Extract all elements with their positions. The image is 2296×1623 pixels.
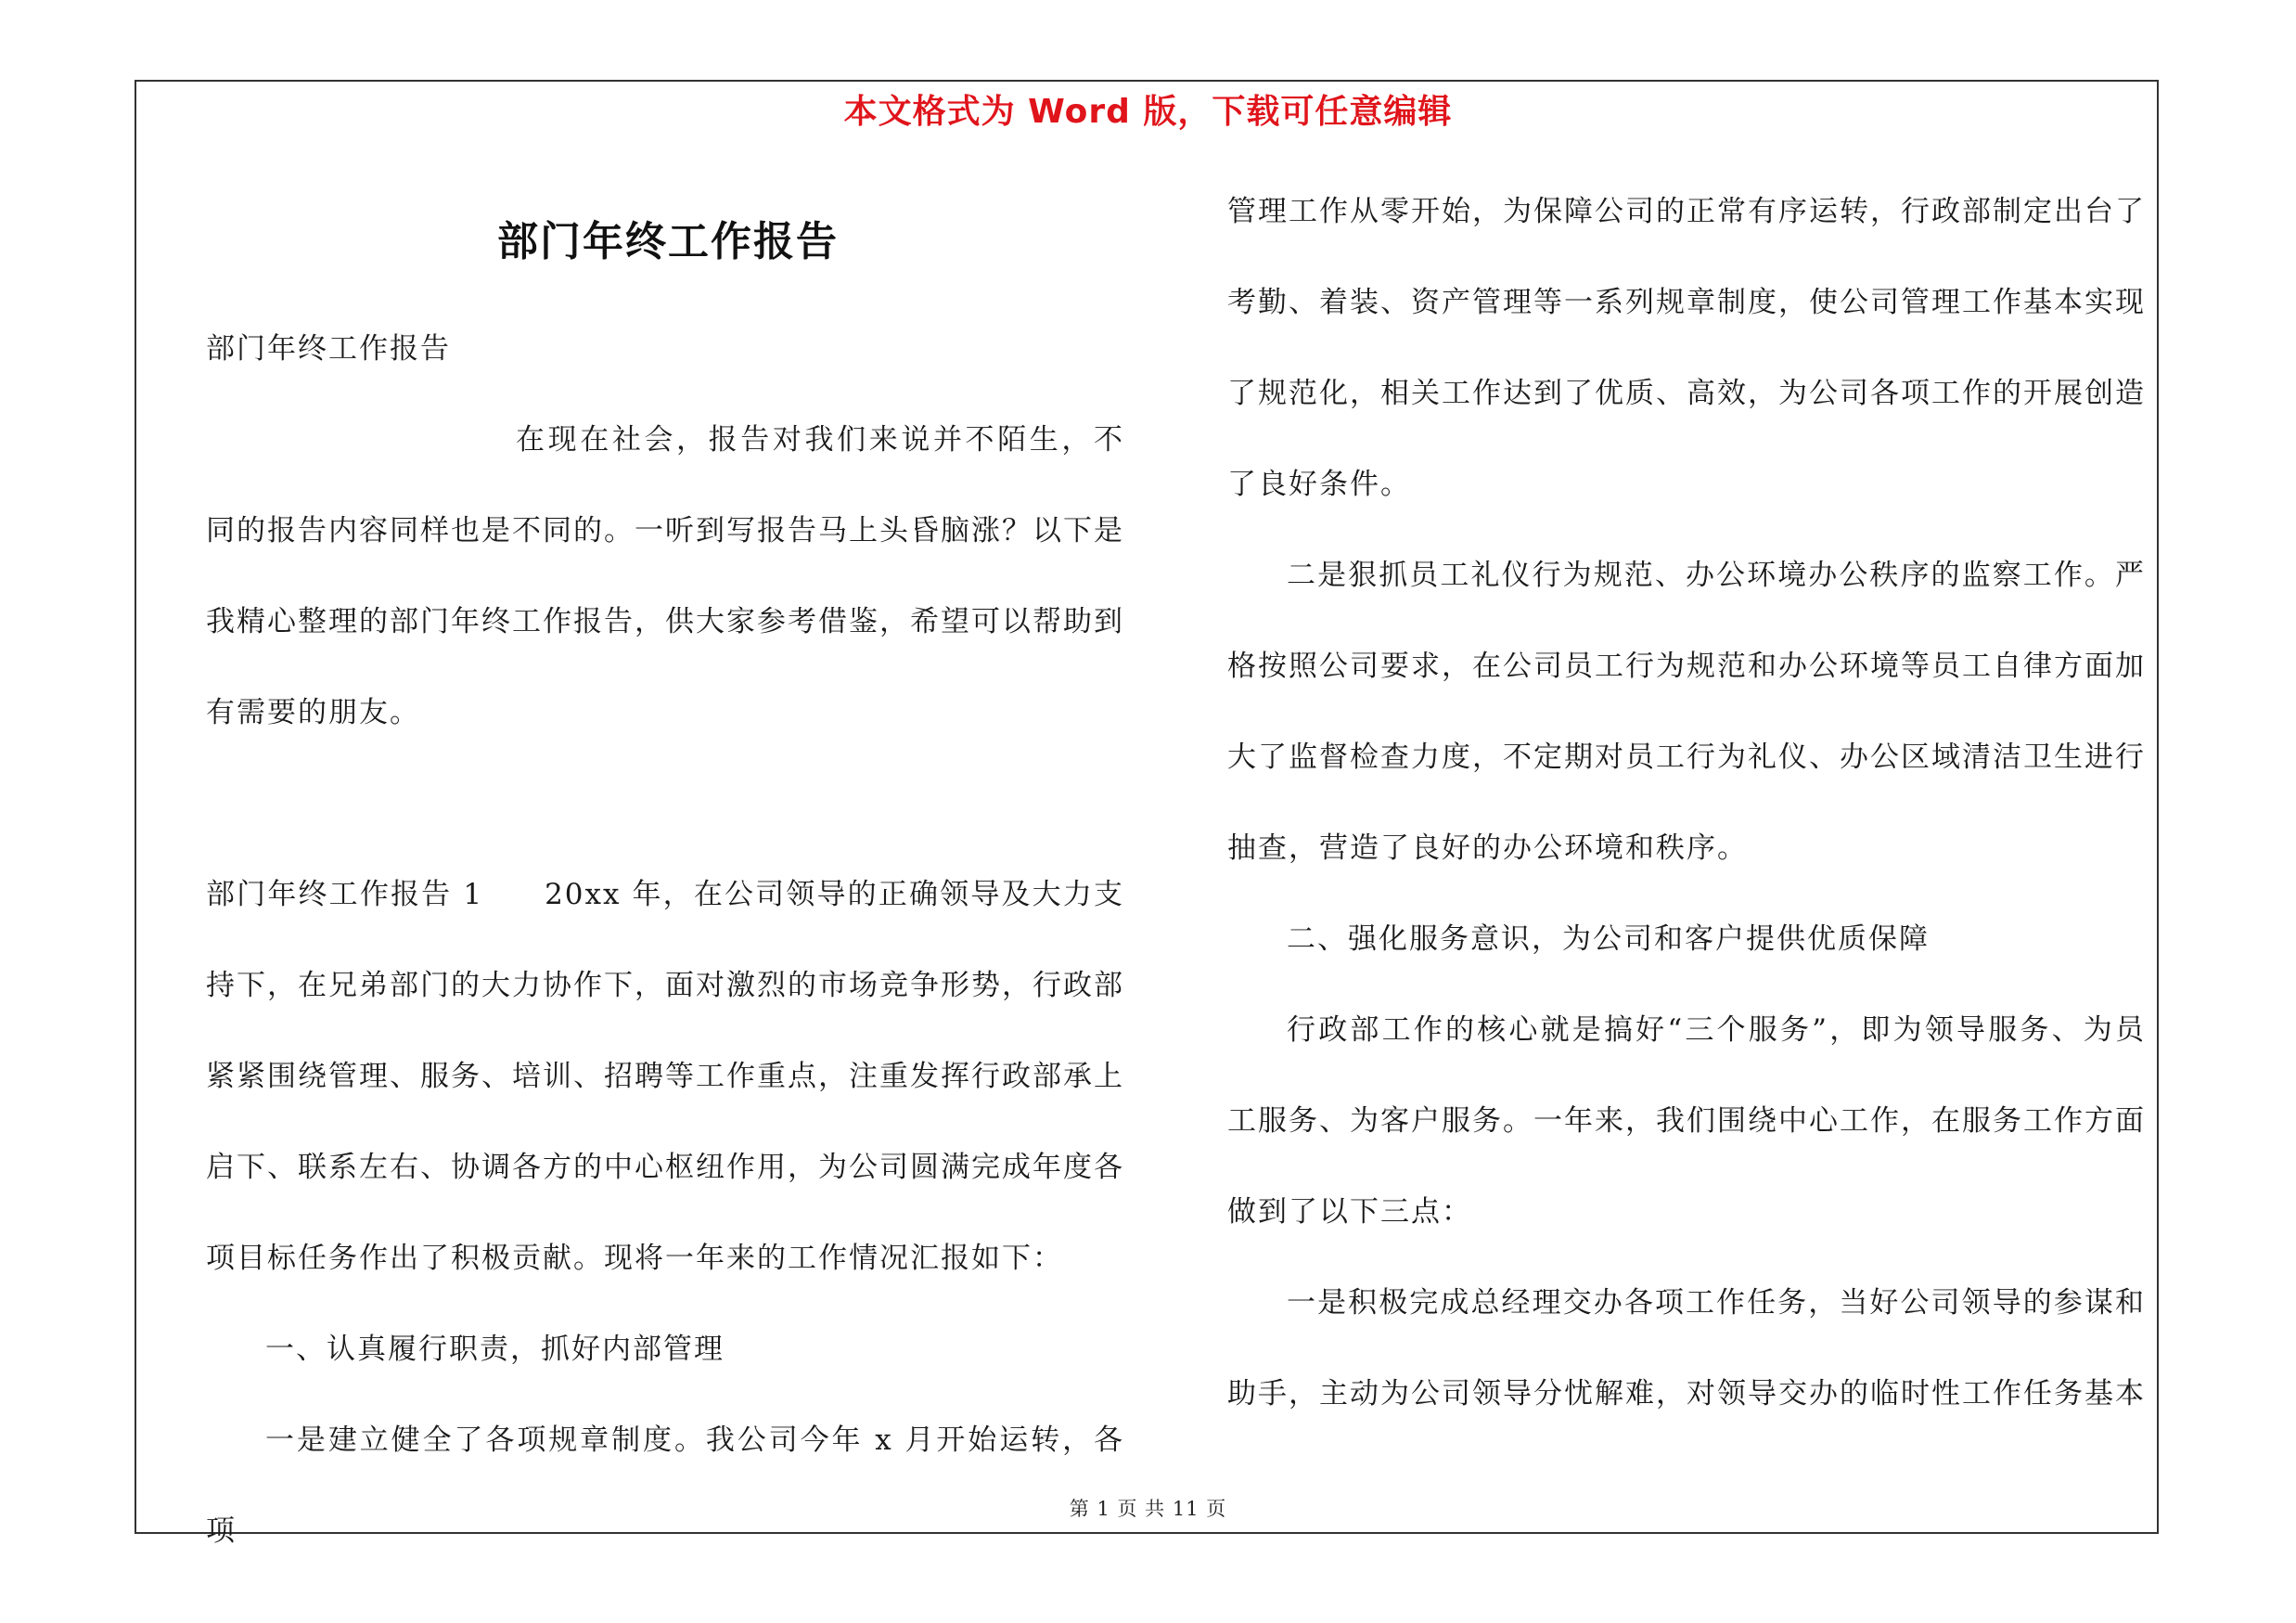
right-column [1227, 166, 2146, 1439]
paragraph-two: 二是狠抓员工礼仪行为规范、办公环境办公秩序的监察工作。严格按照公司要求，在公司员工行为规范和办公环境等员工自律方面加大了监督检查力度，不定期对员工行为礼仪、办公区域清洁卫生进行抽查，营造了良好的办公环境和秩序。 [1227, 559, 2146, 865]
section-heading-two: 二、强化服务意识，为公司和客户提供优质保障 [1287, 922, 1930, 956]
paragraph-one: 一是建立健全了各项规章制度。我公司今年 x 月开始运转，各项 [206, 1423, 1124, 1548]
left-column [206, 303, 1124, 1577]
document-title: 部门年终工作报告 [497, 218, 839, 265]
report-paragraph [206, 849, 1124, 1304]
format-notice-banner: 本文格式为 Word 版，下载可任意编辑 [843, 93, 1453, 131]
page-number-footer: 第 1 页 共 11 页 [1069, 1498, 1227, 1520]
report-heading: 部门年终工作报告 1 [206, 878, 484, 911]
intro-paragraph: 在现在社会，报告对我们来说并不陌生，不同的报告内容同样也是不同的。一听到写报告马上头昏脑涨？以下是我精心整理的部门年终工作报告，供大家参考借鉴，希望可以帮助到有需要的朋友。 [206, 423, 1124, 729]
paragraph-four: 一是积极完成总经理交办各项工作任务，当好公司领导的参谋和助手，主动为公司领导分忧解难，对领导交办的临时性工作任务基本 [1227, 1286, 2146, 1410]
blank-line [206, 758, 1124, 849]
paragraph-one-continued: 管理工作从零开始，为保障公司的正常有序运转，行政部制定出台了考勤、着装、资产管理等一系列规章制度，使公司管理工作基本实现了规范化，相关工作达到了优质、高效，为公司各项工作的开展创造了良好条件。 [1227, 195, 2146, 501]
paragraph-three: 行政部工作的核心就是搞好“三个服务”，即为领导服务、为员工服务、为客户服务。一年来，我们围绕中心工作，在服务工作方面做到了以下三点： [1227, 1013, 2146, 1229]
section-heading-one: 一、认真履行职责，抓好内部管理 [265, 1333, 725, 1366]
report-body: 20xx 年，在公司领导的正确领导及大力支持下，在兄弟部门的大力协作下，面对激烈的市场竞争形势，行政部紧紧围绕管理、服务、培训、招聘等工作重点，注重发挥行政部承上启下、联系左右、协调各方的中心枢纽作用，为公司圆满完成年度各项目标任务作出了积极贡献。现将一年来的工作情况汇报如下： [206, 878, 1125, 1275]
document-subtitle: 部门年终工作报告 [206, 332, 451, 366]
